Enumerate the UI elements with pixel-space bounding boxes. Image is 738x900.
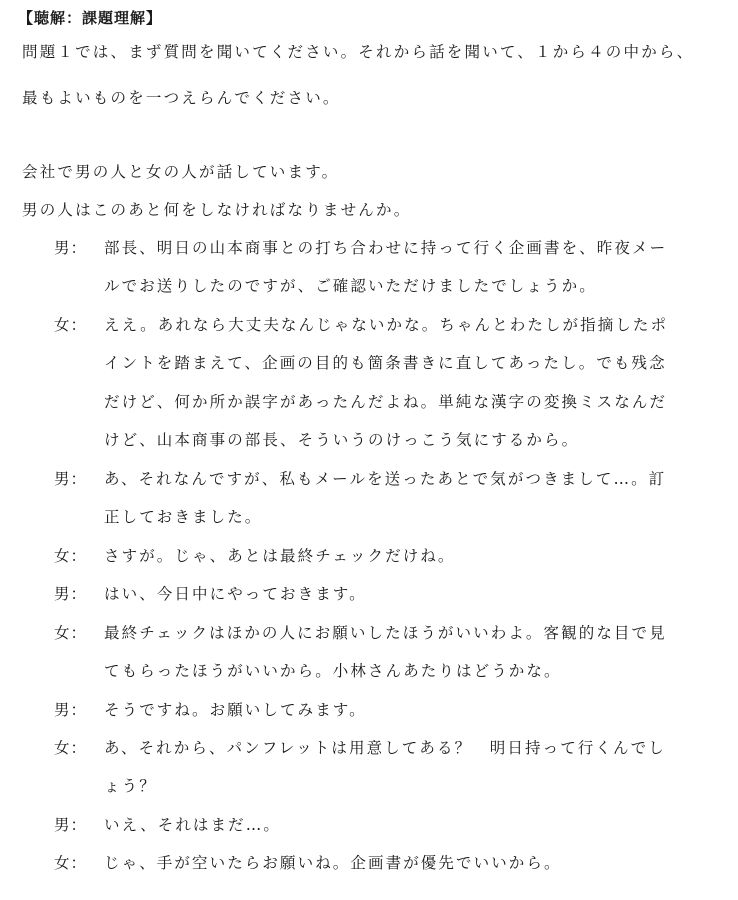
dialogue-line: あ、それから、パンフレットは用意してある？ 明日持って行くんでし <box>104 739 666 757</box>
dialogue-line: だけど、何か所か誤字があったんだよね。単純な漢字の変換ミスなんだ <box>104 393 668 411</box>
dialogue-line: ルでお送りしたのですが、ご確認いただけましたでしょうか。 <box>104 277 597 295</box>
speaker-label: 男： <box>54 816 88 834</box>
dialogue-line: 最終チェックはほかの人にお願いしたほうがいいわよ。客観的な目で見 <box>104 624 667 642</box>
dialogue-line: 部長、明日の山本商事との打ち合わせに持って行く企画書を、昨夜メー <box>104 239 668 257</box>
speaker-label: 男： <box>54 585 88 603</box>
speaker-label: 男： <box>54 239 88 257</box>
instruction-line-2: 最もよいものを一つえらんでください。 <box>22 89 341 107</box>
dialogue-line: てもらったほうがいいから。小林さんあたりはどうかな。 <box>104 662 562 680</box>
dialogue-line: いえ、それはまだ…。 <box>104 816 281 834</box>
dialogue-line: イントを踏まえて、企画の目的も箇条書きに直してあったし。でも残念 <box>104 354 667 372</box>
speaker-label: 男： <box>54 470 88 488</box>
dialogue-line: 正しておきました。 <box>104 508 263 526</box>
speaker-label: 女： <box>54 624 88 642</box>
speaker-label: 女： <box>54 316 88 334</box>
instruction-line-1: 問題１では、まず質問を聞いてください。それから話を聞いて、１から４の中から、 <box>22 43 695 61</box>
dialogue-line: けど、山本商事の部長、そういうのけっこう気にするから。 <box>104 431 580 449</box>
intro-line-1: 会社で男の人と女の人が話しています。 <box>22 163 340 181</box>
speaker-label: 男： <box>54 701 88 719</box>
speaker-label: 女： <box>54 854 88 872</box>
intro-line-2: 男の人はこのあと何をしなければなりませんか。 <box>22 201 412 219</box>
dialogue-line: そうですね。お願いしてみます。 <box>104 701 367 719</box>
dialogue-line: さすが。じゃ、あとは最終チェックだけね。 <box>104 547 456 565</box>
dialogue-line: じゃ、手が空いたらお願いね。企画書が優先でいいから。 <box>104 854 562 872</box>
speaker-label: 女： <box>54 739 88 757</box>
speaker-label: 女： <box>54 547 88 565</box>
dialogue-line: ょう？ <box>104 777 157 795</box>
dialogue-line: ええ。あれなら大丈夫なんじゃないかな。ちゃんとわたしが指摘したポ <box>104 316 669 334</box>
dialogue-line: はい、今日中にやっておきます。 <box>104 585 367 603</box>
dialogue-line: あ、それなんですが、私もメールを送ったあとで気がつきまして…。訂 <box>104 470 667 488</box>
section-title: 【聴解：課題理解】 <box>18 9 163 27</box>
